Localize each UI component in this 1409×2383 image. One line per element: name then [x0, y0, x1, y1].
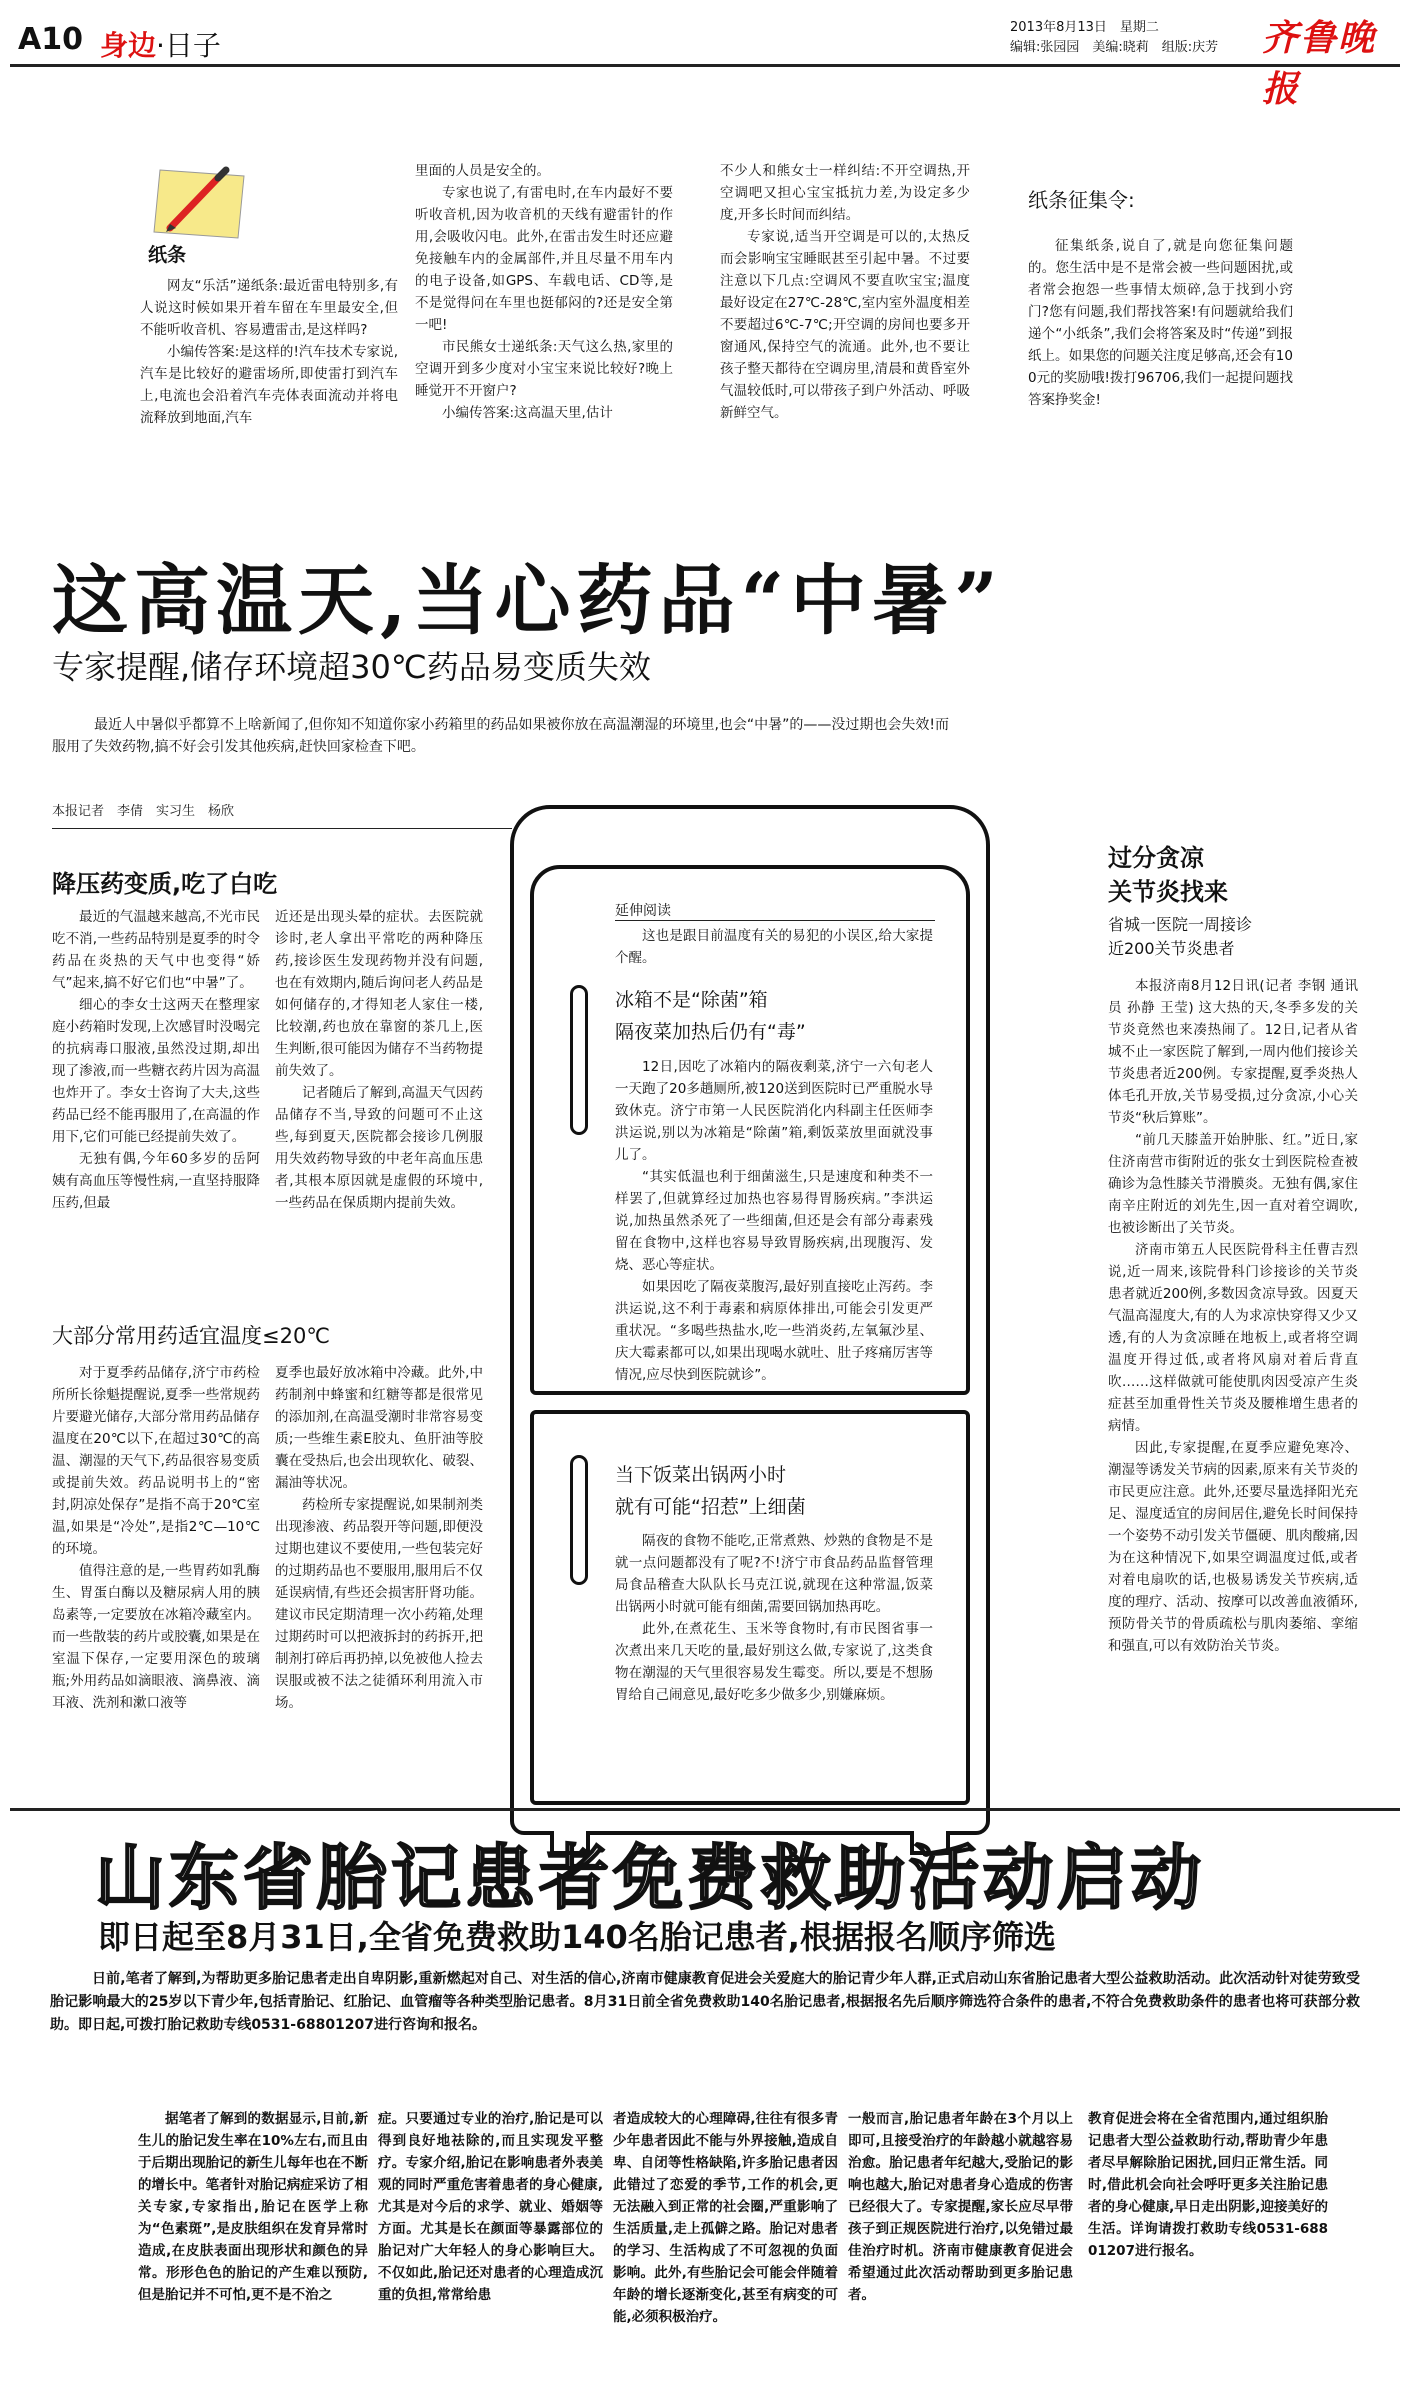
- article2-column-1: [52, 1362, 260, 1714]
- article3-para: 本报济南8月12日讯(记者 李钢 通讯员 孙静 王莹) 这大热的天,冬季多发的关节炎竟然也来凑热闹了。12日,记者从省城不止一家医院了解到,一周内他们接诊关节炎患者近200例。专家提醒,夏季炎热人体毛孔开放,关节易受损,过分贪凉,小心关节炎“秋后算账”。: [1108, 978, 1358, 1126]
- note-answer-1: 小编传答案:是这样的!汽车技术专家说,汽车是比较好的避雷场所,即使雷打到汽车上,电流也会沿着汽车壳体表面流动并将电流释放到地面,汽车: [140, 344, 398, 426]
- sidebar-s1-body: [615, 1056, 933, 1386]
- article1-para: 最近的气温越来越高,不光市民吃不消,一些药品特别是夏季的时令药品在炎热的天气中也变得“娇气”起来,搞不好它们也“中暑”了。: [52, 909, 260, 991]
- article1-column-2: [275, 906, 483, 1214]
- promo-column-3: [613, 2108, 838, 2328]
- sidebar-para: 12日,因吃了冰箱内的隔夜剩菜,济宁一六旬老人一天跑了20多趟厕所,被120送到医院时已严重脱水导致休克。济宁市第一人民医院消化内科副主任医师李洪运说,别以为冰箱是“除菌”箱,剩饭菜放里面就没事儿了。: [615, 1059, 933, 1163]
- article3-title-a: 过分贪凉: [1108, 844, 1204, 872]
- section-title: [100, 24, 221, 64]
- promo-intro: 日前,笔者了解到,为帮助更多胎记患者走出自卑阴影,重新燃起对自己、对生活的信心,济南市健康教育促进会关爱庭大的胎记青少年人群,正式启动山东省胎记患者大型公益救助活动。此次活动针对徒劳致受胎记影响最大的25岁以下青少年,包括青胎记、红胎记、血管瘤等各种类型胎记患者。8月31日前全省免费救助140名胎记患者,根据报名先后顺序筛选符合条件的患者,不符合免费救助条件的患者也将可获部分救助。即日起,可拨打胎记救助专线0531-68801207进行咨询和报名。: [50, 1971, 1360, 2033]
- article3-title-b: 关节炎找来: [1108, 878, 1228, 906]
- sidebar-label-rule: [615, 920, 935, 921]
- sidebar-s2-title-a: 当下饭菜出锅两小时: [615, 1464, 787, 1486]
- editors-credit: 编辑:张园园 美编:晓莉 组版:庆芳: [1010, 40, 1219, 55]
- call-column: [1028, 235, 1293, 411]
- note-column-3: [720, 160, 970, 424]
- article2-para: 药检所专家提醒说,如果制剂类出现渗液、药品裂开等问题,即便没过期也建议不要使用,一些包装完好的过期药品也不要服用,服用后不仅延误病情,有些还会损害肝肾功能。建议市民定期清理一次小药箱,处理过期药时可以把液拆封的药拆开,把制剂打碎后再扔掉,以免被他人捡去误服或被不法之徒循环利用流入市场。: [275, 1497, 483, 1711]
- note-answer-1-cont: 里面的人员是安全的。: [415, 163, 550, 179]
- section-dot: ·: [156, 29, 165, 62]
- article1-para: 记者随后了解到,高温天气因药品储存不当,导致的问题可不止这些,每到夏天,医院都会接诊几例服用失效药物导致的中老年高血压患者,其根本原因就是虚假的环境中,一些药品在保质期内提前失效。: [275, 1085, 483, 1211]
- sidebar-s2-body: [615, 1530, 933, 1706]
- article3-body: [1108, 975, 1358, 1657]
- sidebar-para: 如果因吃了隔夜菜腹泻,最好别直接吃止泻药。李洪运说,这不利于毒素和病原体排出,可能会引发更严重状况。“多喝些热盐水,吃一些消炎药,左氧氟沙星、庆大霉素都可以,如果出现喝水就吐、肚子疼痛厉害等情况,应尽快到医院就诊”。: [615, 1279, 933, 1383]
- call-title: 纸条征集令:: [1028, 188, 1135, 212]
- sidebar-s1-title-a: 冰箱不是“除菌”箱: [615, 989, 768, 1011]
- note-column-2: [415, 160, 673, 424]
- article2-column-2: [275, 1362, 483, 1714]
- byline-rule: [52, 828, 512, 829]
- note-answer-2: 小编传答案:这高温天里,估计: [442, 405, 613, 421]
- page-number: A10: [18, 22, 83, 57]
- note-answer-2-cont: 不少人和熊女士一样纠结:不开空调热,开空调吧又担心宝宝抵抗力差,为设定多少度,开多长时间而纠结。: [720, 163, 970, 223]
- call-text: 征集纸条,说自了,就是向您征集问题的。您生活中是不是常会被一些问题困扰,或者常会抱怨一些事情太烦碎,急于找到小窍门?您有问题,我们帮找答案!有问题就给我们递个“小纸条”,我们会将答案及时“传递”到报纸上。如果您的问题关注度足够高,还会有100元的奖励哦!拨打96706,我们一起提问题找答案挣奖金!: [1028, 238, 1293, 408]
- main-headline: 这高温天,当心药品“中暑”: [52, 556, 1004, 645]
- article3-sub-b: 近200关节炎患者: [1108, 939, 1235, 958]
- promo-title: 山东省胎记患者免费救助活动启动: [95, 1836, 1205, 1919]
- note-label: 纸条: [148, 244, 187, 266]
- article1-para: 细心的李女士这两天在整理家庭小药箱时发现,上次感冒时没喝完的抗病毒口服液,虽然没过期,却出现了渗液,而一些糖衣药片因为高温也炸开了。李女士咨询了大夫,这些药品已经不能再服用了,在高温的作用下,它们可能已经提前失效了。: [52, 997, 260, 1145]
- promo-column-2: [378, 2108, 603, 2306]
- promo-column-5: [1088, 2108, 1328, 2262]
- sidebar-intro: 这也是跟目前温度有关的易犯的小误区,给大家提个醒。: [615, 928, 933, 966]
- article3-para: 济南市第五人民医院骨科主任曹吉烈说,近一周来,该院骨科门诊接诊的关节炎患者就近200例,多数因贪凉导致。因夏天气温高湿度大,有的人为求凉快穿得又少又透,有的人为贪凉睡在地板上,或者将空调温度开得过低,或者将风扇对着后背直吹……这样做就可能使肌肉因受凉产生炎症甚至加重骨性关节炎及腰椎增生患者的病情。: [1108, 1242, 1358, 1434]
- sidebar-para: 此外,在煮花生、玉米等食物时,有市民图省事一次煮出来几天吃的量,最好别这么做,专家说了,这类食物在潮湿的天气里很容易发生霉变。所以,要是不想肠胃给自己闹意见,最好吃多少做多少,别嫌麻烦。: [615, 1621, 933, 1703]
- article1-column-1: [52, 906, 260, 1214]
- article1-title: 降压药变质,吃了白吃: [52, 870, 278, 898]
- promo-subtitle: 即日起至8月31日,全省免费救助140名胎记患者,根据报名顺序筛选: [98, 1918, 1056, 1956]
- article2-title: 大部分常用药适宜温度≤20℃: [52, 1324, 330, 1348]
- fridge-handle-icon: [570, 1455, 588, 1585]
- section-sub: 日子: [164, 29, 221, 62]
- dateline: 2013年8月13日 星期二: [1010, 20, 1159, 35]
- article1-para: 近还是出现头晕的症状。去医院就诊时,老人拿出平常吃的两种降压药,接诊医生发现药物并没有问题,也在有效期内,随后询问老人药品是如何储存的,才得知老人家住一楼,比较潮,药也放在靠窗的茶几上,医生判断,很可能因为储存不当药物提前失效了。: [275, 909, 483, 1079]
- promo-para: 症。只要通过专业的治疗,胎记是可以得到良好地祛除的,而且实现发平整疗。专家介绍,胎记在影响患者外表美观的同时严重危害着患者的身心健康,尤其是对今后的求学、就业、婚姻等方面。尤其是长在颜面等暴露部位的胎记对广大年轻人的身心影响巨大。不仅如此,胎记还对患者的心理造成沉重的负担,常常给患: [378, 2111, 603, 2303]
- article3-para: 因此,专家提醒,在夏季应避免寒冷、潮湿等诱发关节病的因素,原来有关节炎的市民更应注意。此外,还要尽量选择阳光充足、湿度适宜的房间居住,避免长时间保持一个姿势不动引发关节僵硬、肌肉酸痛,因为在这种情况下,如果空调温度过低,或者对着电扇吹的话,也极易诱发关节疾病,适度的理疗、活动、按摩可以改善血液循环,预防骨关节的骨质疏松与肌肉萎缩、挛缩和强直,可以有效防治关节炎。: [1108, 1440, 1358, 1654]
- promo-column-1: [138, 2108, 368, 2306]
- sidebar-intro-block: [615, 925, 933, 969]
- article2-para: 对于夏季药品储存,济宁市药检所所长徐魁提醒说,夏季一些常规药片要避光储存,大部分常用药品储存温度在20℃以下,在超过30℃的高温、潮湿的天气下,药品很容易变质或提前失效。药品说明书上的“密封,阴凉处保存”是指不高于20℃室温,如果是“冷处”,是指2℃—10℃的环境。: [52, 1365, 260, 1557]
- sidebar-para: “其实低温也利于细菌滋生,只是速度和种类不一样罢了,但就算经过加热也容易得胃肠疾病。”李洪运说,加热虽然杀死了一些细菌,但还是会有部分毒素残留在食物中,这样也容易导致胃肠疾病,出现腹泻、发烧、恶心等症状。: [615, 1169, 933, 1273]
- main-subheadline: 专家提醒,储存环境超30℃药品易变质失效: [52, 648, 651, 686]
- promo-rule: [10, 1808, 1400, 1811]
- article2-para: 夏季也最好放冰箱中冷藏。此外,中药制剂中蜂蜜和红糖等都是很常见的添加剂,在高温受潮时非常容易变质;一些维生素E胶丸、鱼肝油等胶囊在受热后,也会出现软化、破裂、漏油等状况。: [275, 1365, 483, 1491]
- section-main: 身边: [100, 29, 157, 62]
- note-answer-1-expert: 专家也说了,有雷电时,在车内最好不要听收音机,因为收音机的天线有避雷针的作用,会吸收闪电。此外,在雷击发生时还应避免接触车内的金属部件,并且尽量不用车内的电子设备,如GPS、车载电话、CD等,是不是觉得问在车里也挺郁闷的?还是安全第一吧!: [415, 185, 673, 333]
- article3-para: “前几天膝盖开始肿胀、红。”近日,家住济南营市街附近的张女士到医院检查被确诊为急性膝关节滑膜炎。无独有偶,家住南辛庄附近的刘先生,因一直对着空调吹,也被诊断出了关节炎。: [1108, 1132, 1358, 1236]
- sidebar-s1-title-b: 隔夜菜加热后仍有“毒”: [615, 1021, 806, 1043]
- promo-para: 一般而言,胎记患者年龄在3个月以上即可,且接受治疗的年龄越小就越容易治愈。胎记患者年纪越大,受胎记的影响也越大,胎记对患者身心造成的伤害已经很大了。专家提醒,家长应尽早带孩子到正规医院进行治疗,以免错过最佳治疗时机。济南市健康教育促进会希望通过此次活动帮助到更多胎记患者。: [848, 2111, 1073, 2303]
- lede-paragraph: 最近人中暑似乎都算不上啥新闻了,但你知不知道你家小药箱里的药品如果被你放在高温潮湿的环境里,也会“中暑”的——没过期也会失效!而服用了失效药物,搞不好会引发其他疾病,赶快回家检查下吧。: [52, 717, 950, 755]
- sidebar-label: 延伸阅读: [615, 903, 671, 919]
- note-question-2: 市民熊女士递纸条:天气这么热,家里的空调开到多少度对小宝宝来说比较好?晚上睡觉开不开窗户?: [415, 339, 673, 399]
- masthead-rule: [10, 64, 1400, 67]
- fridge-handle-icon: [570, 985, 588, 1135]
- byline: 本报记者 李倩 实习生 杨欣: [52, 804, 235, 819]
- note-column-1: [140, 275, 398, 429]
- sidebar-s2-title-b: 就有可能“招惹”上细菌: [615, 1496, 806, 1518]
- promo-para: 据笔者了解到的数据显示,目前,新生儿的胎记发生率在10%左右,而且由于后期出现胎记的新生儿每年也在不断的增长中。笔者针对胎记病症采访了相关专家,专家指出,胎记在医学上称为“色素斑”,是皮肤组织在发育异常时造成,在皮肤表面出现形状和颜色的异常。形形色色的胎记的产生难以预防,但是胎记并不可怕,更不是不治之: [138, 2111, 368, 2303]
- sidebar-para: 隔夜的食物不能吃,正常煮熟、炒熟的食物是不是就一点问题都没有了呢?不!济宁市食品药品监督管理局食品稽查大队队长马克江说,就现在这种常温,饭菜出锅两小时就可能有细菌,需要回锅加热再吃。: [615, 1533, 933, 1615]
- article2-para: 值得注意的是,一些胃药如乳酶生、胃蛋白酶以及糖尿病人用的胰岛素等,一定要放在冰箱冷藏室内。而一些散装的药片或胶囊,如果是在室温下保存,一定要用深色的玻璃瓶;外用药品如滴眼液、滴鼻液、滴耳液、洗剂和漱口液等: [52, 1563, 260, 1711]
- note-question-1: 网友“乐活”递纸条:最近雷电特别多,有人说这时候如果开着车留在车里最安全,但不能听收音机、容易遭雷击,是这样吗?: [140, 278, 398, 338]
- newspaper-logo: 齐鲁晚报: [1262, 17, 1377, 110]
- note-answer-2-expert: 专家说,适当开空调是可以的,太热反而会影响宝宝睡眠甚至引起中暑。不过要注意以下几点:空调风不要直吹宝宝;温度最好设定在27℃-28℃,室内室外温度相差不要超过6℃-7℃;开空调的房间也要多开窗通风,保持空气的流通。此外,也不要让孩子整天都待在空调房里,清晨和黄昏室外气温较低时,可以带孩子到户外活动、呼吸新鲜空气。: [720, 229, 970, 421]
- article1-para: 无独有偶,今年60多岁的岳阿姨有高血压等慢性病,一直坚持服降压药,但最: [52, 1151, 260, 1211]
- promo-para: 者造成较大的心理障碍,往往有很多青少年患者因此不能与外界接触,造成自卑、自闭等性格缺陷,许多胎记患者因此错过了恋爱的季节,工作的机会,更无法融入到正常的社会圈,严重影响了生活质量,走上孤僻之路。胎记对患者的学习、生活构成了不可忽视的负面影响。此外,有些胎记会可能会伴随着年龄的增长逐渐变化,甚至有病变的可能,必须积极治疗。: [613, 2111, 838, 2325]
- sticky-note-icon: [140, 166, 250, 244]
- promo-para: 教育促进会将在全省范围内,通过组织胎记患者大型公益救助行动,帮助青少年患者尽早解除胎记困扰,回归正常生活。同时,借此机会向社会呼吁更多关注胎记患者的身心健康,早日走出阴影,迎接美好的生活。详询请拨打救助专线0531-68801207进行报名。: [1088, 2111, 1328, 2259]
- article3-sub-a: 省城一医院一周接诊: [1108, 915, 1253, 934]
- promo-column-4: [848, 2108, 1073, 2306]
